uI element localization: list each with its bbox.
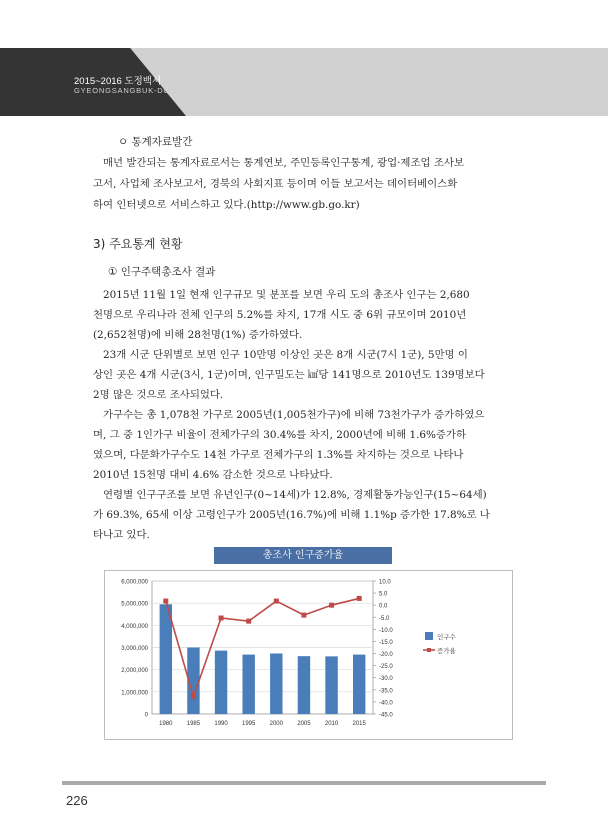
right-axis-tick-label: -30.0 xyxy=(379,676,393,683)
right-axis-tick-label: -15.0 xyxy=(379,639,393,646)
footer-bar xyxy=(62,781,546,785)
legend-label-growth-rate: 증가율 xyxy=(437,647,456,655)
text-line: 연령별 인구구조를 보면 유년인구(0~14세)가 12.8%, 경제활동가능인구(15~64세) xyxy=(103,489,487,501)
text-line: 타나고 있다. xyxy=(93,529,150,541)
right-axis-tick-label: -25.0 xyxy=(379,664,393,671)
legend-swatch-population xyxy=(425,632,433,640)
left-axis-tick-label: 4,000,000 xyxy=(121,623,148,630)
text-line: 하여 인터넷으로 서비스하고 있다.(http://www.gb.go.kr) xyxy=(93,199,360,211)
right-axis-tick-label: -45.0 xyxy=(379,712,393,719)
left-axis-tick-label: 2,000,000 xyxy=(121,668,148,675)
text-line: 가구수는 총 1,078천 가구로 2005년(1,005천가구)에 비해 73천가구가 증가하였으 xyxy=(103,409,485,421)
left-axis-tick-label: 3,000,000 xyxy=(121,646,148,652)
header-title: 2015~2016 도정백서 xyxy=(74,76,162,87)
text-line: 였으며, 다문화가구수도 14천 가구로 전체가구의 1.3%를 차지하는 것으로 나타나 xyxy=(93,449,464,461)
bar-population xyxy=(353,655,365,714)
right-axis-tick-label: -40.0 xyxy=(379,700,393,707)
x-axis-tick-label: 2015 xyxy=(352,721,366,727)
x-axis-tick-label: 2010 xyxy=(324,721,339,727)
x-axis-tick-label: 1990 xyxy=(214,721,228,727)
text-line: 2015년 11월 1일 현재 인구규모 및 분포를 보면 우리 도의 총조사 인구는 2,680 xyxy=(103,289,470,301)
point-growth-rate xyxy=(191,694,196,699)
text-line: 2명 많은 것으로 조사되었다. xyxy=(93,389,224,401)
x-axis-tick-label: 1980 xyxy=(159,721,173,727)
text-line: 고서, 사업체 조사보고서, 경북의 사회지표 등이며 이들 보고서는 데이터베이스화 xyxy=(93,178,458,190)
x-axis-tick-label: 2000 xyxy=(269,721,283,727)
sub-heading-census: ① 인구주택총조사 결과 xyxy=(108,266,216,278)
chart-title: 총조사 인구증가율 xyxy=(214,547,392,564)
left-axis-tick-label: 5,000,000 xyxy=(121,601,148,608)
left-axis-tick-label: 1,000,000 xyxy=(121,690,148,697)
section-heading-main-stats: 3) 주요통계 현황 xyxy=(93,237,183,251)
point-growth-rate xyxy=(357,596,362,601)
right-axis-tick-label: 5.0 xyxy=(379,591,388,598)
text-line: 상인 곳은 4개 시군(3시, 1군)이며, 인구밀도는 ㎢당 141명으로 2010년도 139명보다 xyxy=(93,369,485,381)
right-axis-tick-label: -20.0 xyxy=(379,652,393,659)
text-line: 며, 그 중 1인가구 비율이 전체가구의 30.4%를 차지, 2000년에 비해 1.6%증가하 xyxy=(93,429,466,441)
point-growth-rate xyxy=(301,613,306,618)
chart-canvas xyxy=(105,571,512,739)
right-axis-tick-label: 0.0 xyxy=(379,603,388,610)
section-heading-stat-publication: ㅇ 통계자료발간 xyxy=(118,136,193,148)
legend-marker-growth-rate xyxy=(427,648,431,652)
bar-population xyxy=(325,656,337,714)
left-axis-tick-label: 0 xyxy=(144,712,148,719)
text-line: 매년 발간되는 통계자료로서는 통계연보, 주민등록인구통계, 광업·제조업 조사보 xyxy=(103,157,464,169)
right-axis-tick-label: -10.0 xyxy=(379,627,393,634)
right-axis-tick-label: -5.0 xyxy=(379,615,390,622)
bar-population xyxy=(242,655,254,714)
bar-population xyxy=(298,656,310,714)
header-subtitle: GYEONGSANGBUK-DO xyxy=(74,86,171,95)
point-growth-rate xyxy=(219,615,224,620)
x-axis-tick-label: 2005 xyxy=(297,721,311,727)
right-axis-tick-label: -35.0 xyxy=(379,688,393,695)
text-line: (2,652천명)에 비해 28천명(1%) 증가하였다. xyxy=(93,329,303,341)
text-line: 23개 시군 단위별로 보면 인구 10만명 이상인 곳은 8개 시군(7시 1군), 5만명 이 xyxy=(103,349,468,361)
point-growth-rate xyxy=(274,599,279,604)
x-axis-tick-label: 1995 xyxy=(242,721,256,727)
bar-population xyxy=(215,651,227,714)
legend-label-population: 인구수 xyxy=(437,633,456,641)
bar-population xyxy=(270,653,282,714)
bar-population xyxy=(160,604,172,714)
point-growth-rate xyxy=(329,603,334,608)
right-axis-tick-label: 10.0 xyxy=(379,579,391,586)
text-line: 천명으로 우리나라 전체 인구의 5.2%를 차지, 17개 시도 중 6위 규모이며 2010년 xyxy=(93,309,467,321)
left-axis-tick-label: 6,000,000 xyxy=(121,579,148,586)
point-growth-rate xyxy=(163,599,168,604)
population-chart xyxy=(104,570,513,740)
point-growth-rate xyxy=(246,619,251,624)
text-line: 2010년 15천명 대비 4.6% 감소한 것으로 나타났다. xyxy=(93,469,333,481)
x-axis-tick-label: 1985 xyxy=(186,721,201,727)
text-line: 가 69.3%, 65세 이상 고령인구가 2005년(16.7%)에 비해 1.1%p 증가한 17.8%로 나 xyxy=(93,509,490,521)
page-number: 226 xyxy=(66,793,88,808)
